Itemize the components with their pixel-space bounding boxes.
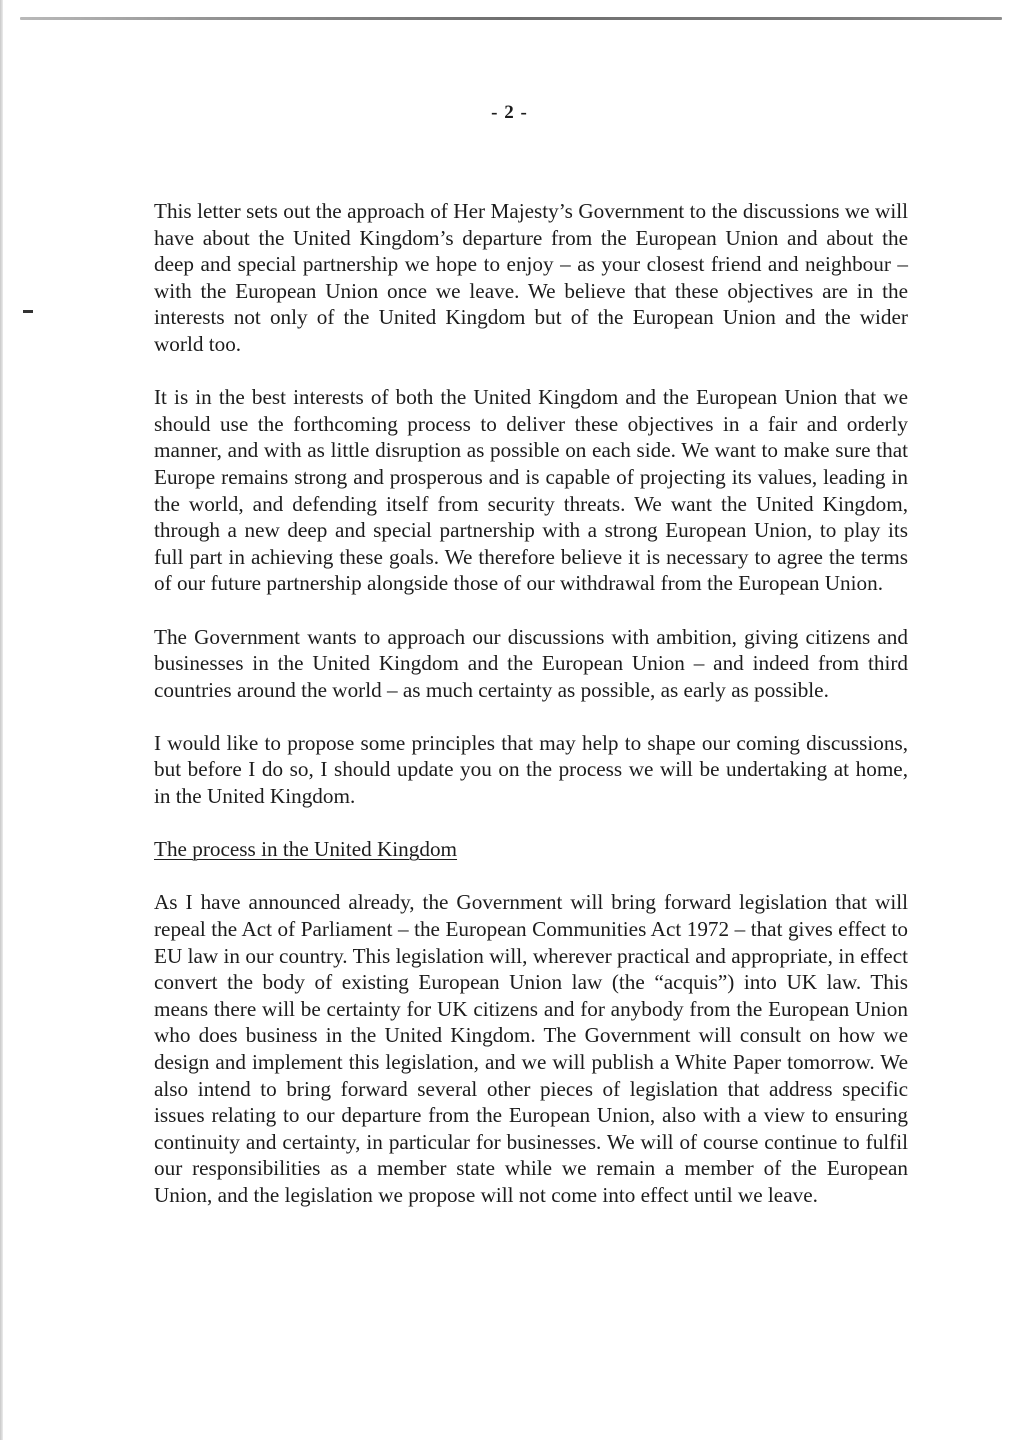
paragraph-principles: I would like to propose some principles that may help to shape our coming discussions, but before I do so, I should update you on the process we will be undertaking at home, in the United Kingdom. xyxy=(154,730,908,809)
letter-body xyxy=(154,198,908,1235)
paragraph-approach: This letter sets out the approach of Her Majesty’s Government to the discussions we will have about the United Kingdom’s departure from the European Union and about the deep and special partnership we hope to enjoy – as your closest friend and neighbour – with the European Union once we leave. We believe that these objectives are in the interests not only of the United Kingdom but of the European Union and the wider world too. xyxy=(154,199,908,356)
margin-mark xyxy=(23,310,33,313)
section-heading-uk-process: The process in the United Kingdom xyxy=(154,837,458,862)
page-number: - 2 - xyxy=(491,102,528,123)
header-rule xyxy=(20,17,1002,20)
paragraph-best-interests: It is in the best interests of both the United Kingdom and the European Union that we should use the forthcoming process to deliver these objectives in a fair and orderly manner, and with as little disruption as possible on each side. We want to make sure that Europe remains strong and prosperous and is capable of projecting its values, leading in the world, and defending itself from security threats. We want the United Kingdom, through a new deep and special partnership with a strong European Union, to play its full part in achieving these goals. We therefore believe it is necessary to agree the terms of our future partnership alongside those of our withdrawal from the European Union. xyxy=(154,385,908,596)
paragraph-ambition: The Government wants to approach our discussions with ambition, giving citizens and businesses in the United Kingdom and the European Union – and indeed from third countries around the world – as much certainty as possible, as early as possible. xyxy=(154,624,908,702)
paragraph-legislation: As I have announced already, the Government will bring forward legislation that will repeal the Act of Parliament – the European Communities Act 1972 – that gives effect to EU law in our country. This legislation will, wherever practical and appropriate, in effect convert the body of existing European Union law (the “acquis”) into UK law. This means there will be certainty for UK citizens and for anybody from the European Union who does business in the United Kingdom. The Government will consult on how we design and implement this legislation, and we will publish a White Paper tomorrow. We also intend to bring forward several other pieces of legislation that address specific issues relating to our departure from the European Union, also with a view to ensuring continuity and certainty, in particular for businesses. We will of course continue to fulfil our responsibilities as a member state while we remain a member of the European Union, and the legislation we propose will not come into effect until we leave. xyxy=(154,890,908,1207)
scan-edge-shadow xyxy=(0,0,3,1440)
